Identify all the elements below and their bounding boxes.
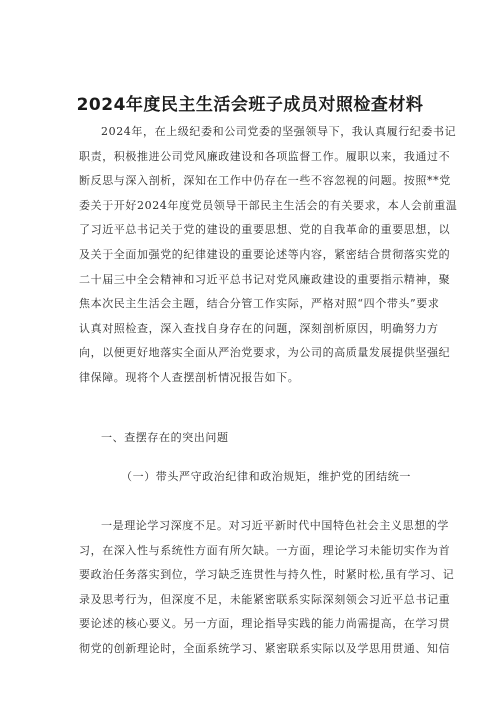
text-line: 认真对照检查，深入查找自身存在的问题，深刻剖析原因，明确努力方 <box>79 321 439 335</box>
text-line: 要政治任务落实到位，学习缺乏连贯性与持久性，时紧时松,虽有学习、记 <box>79 568 455 582</box>
section-heading: 一、查摆存在的突出问题 <box>101 431 229 444</box>
text-line: 职责，积极推进公司党风廉政建设和各项监督工作。履职以来，我通过不 <box>79 149 451 163</box>
text-line: 向，以便更好地落实全面从严治党要求，为公司的高质量发展提供坚强纪 <box>79 346 451 360</box>
text-line: 及关于全面加强党的纪律建设的重要论述等内容，紧密结合贯彻落实党的 <box>79 248 451 261</box>
text-line: 了习近平总书记关于党的建设的重要思想、党的自我革命的重要思想，以 <box>79 223 451 237</box>
text-line: 断反思与深入剖析，深知在工作中仍存在一些不容忽视的问题。按照**党 <box>79 174 451 188</box>
subsection-heading: （一）带头严守政治纪律和政治规矩，维护党的团结统一 <box>121 470 411 483</box>
document-title: 2024年度民主生活会班子成员对照检查材料 <box>76 95 424 115</box>
text-line: 录及思考行为，但深度不足，未能紧密联系实际深刻领会习近平总书记重 <box>79 592 451 606</box>
text-line: 焦本次民主生活会主题，结合分管工作实际，严格对照“四个带头”要求 <box>79 297 440 311</box>
text-line: 2024年，在上级纪委和公司党委的坚强领导下，我认真履行纪委书记 <box>101 125 457 138</box>
text-line: 要论述的核心要义。另一方面，理论指导实践的能力尚需提高，在学习贯 <box>79 617 451 631</box>
text-line: 习，在深入性与系统性方面有所欠缺。一方面，理论学习未能切实作为首 <box>79 543 451 557</box>
text-line: 一是理论学习深度不足。对习近平新时代中国特色社会主义思想的学 <box>101 519 449 532</box>
text-line: 律保障。现将个人查摆剖析情况报告如下。 <box>79 371 300 384</box>
text-line: 彻党的创新理论时，全面系统学习、紧密联系实际以及学思用贯通、知信 <box>79 642 451 655</box>
text-line: 二十届三中全会精神和习近平总书记对党风廉政建设的重要指示精神，聚 <box>79 272 451 286</box>
text-line: 委关于开好2024年度党员领导干部民主生活会的有关要求，本人会前重温 <box>79 198 458 212</box>
